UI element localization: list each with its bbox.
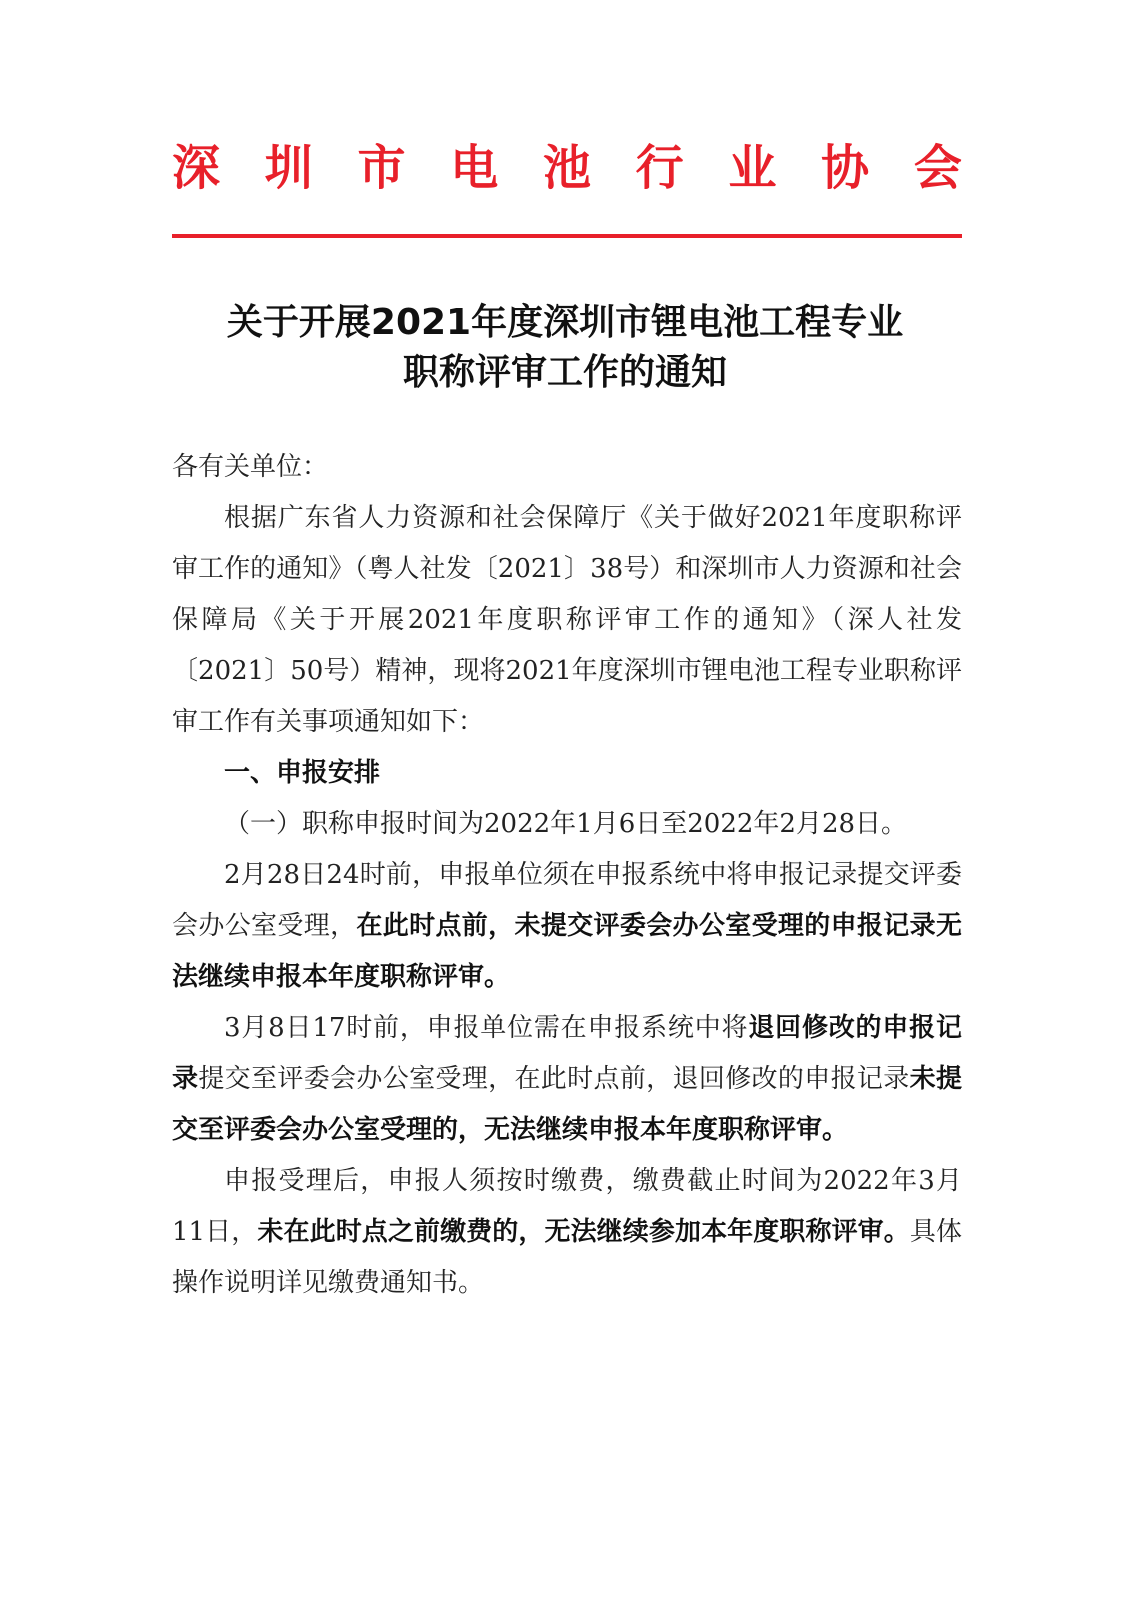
paragraph-bold-text: 未在此时点之前缴费的，无法继续参加本年度职称评审。 — [257, 1217, 910, 1247]
item-paragraph: （一）职称申报时间为2022年1月6日至2022年2月28日。 — [224, 809, 908, 839]
section-heading: 一、申报安排 — [224, 758, 381, 788]
header-divider — [172, 234, 962, 238]
payment-paragraph — [172, 1156, 962, 1309]
title-line-2: 职称评审工作的通知 — [402, 352, 727, 393]
paragraph-bold-text: 在此时点前，未提交评委会办公室受理的申报记录无法继续申报本年度职称评审。 — [172, 911, 962, 992]
paragraph-text: 3月8日17时前，申报单位需在申报系统中将 — [224, 1013, 749, 1043]
org-name-char: 市 — [357, 139, 406, 196]
org-name-char: 行 — [635, 139, 684, 196]
resubmission-paragraph — [172, 1003, 962, 1156]
org-name-char: 电 — [450, 139, 499, 196]
notice-title — [150, 298, 980, 398]
org-name-char: 会 — [913, 139, 962, 196]
org-name-char: 深 — [172, 139, 221, 196]
paragraph-text: 2月28日24时前，申报单位须在申报系统中将申报记录提交评委会办公室受理， — [172, 860, 962, 941]
paragraph-text: 具体操作说明详见缴费通知书。 — [172, 1217, 962, 1298]
intro-paragraph: 根据广东省人力资源和社会保障厅《关于做好2021年度职称评审工作的通知》（粤人社发〔2021〕38号）和深圳市人力资源和社会保障局《关于开展2021年度职称评审工作的通知》（深人社发〔2021〕50号）精神，现将2021年度深圳市锂电池工程专业职称评审工作有关事项通知如下： — [172, 503, 962, 737]
paragraph-text: 提交至评委会办公室受理，在此时点前，退回修改的申报记录 — [198, 1064, 910, 1094]
salutation: 各有关单位： — [172, 452, 329, 482]
org-name-char: 池 — [542, 139, 591, 196]
org-name-header — [172, 128, 962, 198]
title-line-1: 关于开展2021年度深圳市锂电池工程专业 — [226, 302, 904, 343]
paragraph-bold-text: 退回修改的申报记录 — [172, 1013, 962, 1094]
org-name-char: 协 — [821, 139, 870, 196]
org-name-char: 圳 — [264, 139, 313, 196]
submission-deadline-paragraph — [172, 850, 962, 1003]
notice-body — [172, 442, 962, 1309]
paragraph-bold-text: 未提交至评委会办公室受理的，无法继续申报本年度职称评审。 — [172, 1064, 962, 1145]
org-name-char: 业 — [728, 139, 777, 196]
paragraph-text: 申报受理后，申报人须按时缴费，缴费截止时间为2022年3月11日， — [172, 1166, 962, 1247]
